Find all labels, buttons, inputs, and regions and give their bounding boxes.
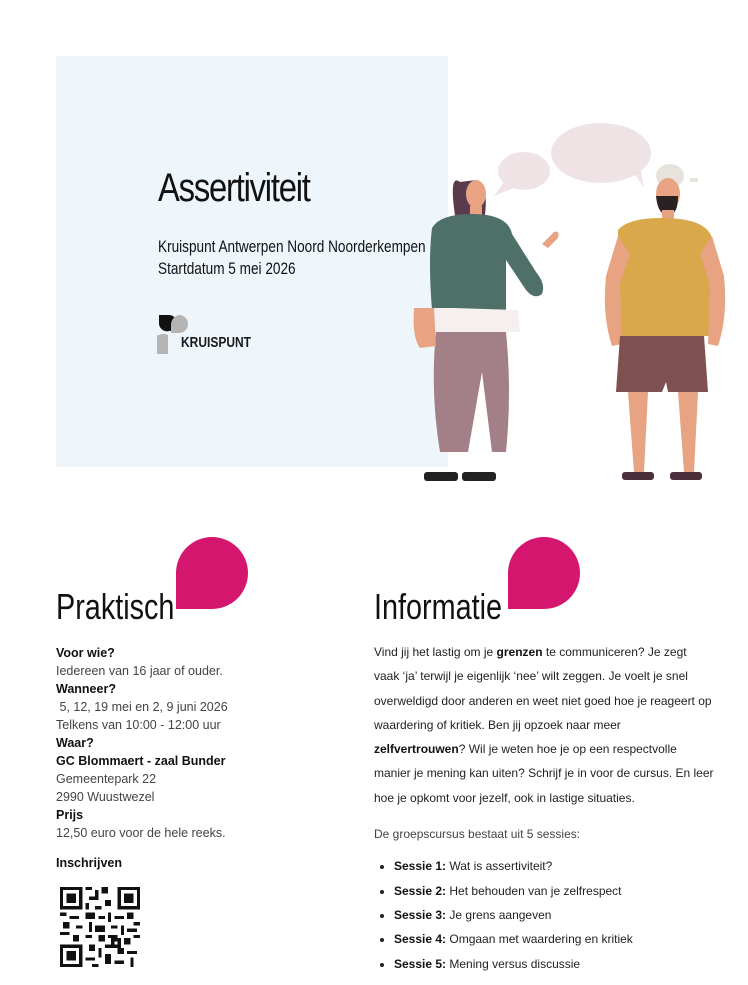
informatie-body: [374, 640, 714, 976]
when-value: 5, 12, 19 mei en 2, 9 juni 2026: [56, 700, 228, 714]
where-label: Waar?: [56, 736, 94, 750]
where-street: Gemeentepark 22: [56, 772, 157, 786]
bold-grenzen: grenzen: [496, 645, 543, 659]
register-label: Inschrijven: [56, 856, 122, 870]
info-paragraph: Vind jij het lastig om je grenzen te communiceren? Je zegt vaak ‘ja’ terwijl je eigenlijk ‘nee’ wilt zeggen. Je voelt je snel overweldigd door anderen en weet niet goed hoe je reageert op waardering of kritiek. Ben jij opzoek naar meer zelfvertrouwen? Wil je weten hoe je op een respectvolle manier je mening kan uiten? Schrijf je in voor de cursus. En leer hoe je opkomt voor jezelf, ook in lastige situaties.: [374, 645, 714, 805]
praktisch-title: Praktisch: [56, 586, 175, 627]
who-value: Iedereen van 16 jaar of ouder.: [56, 664, 223, 678]
accent-blob-icon: [176, 537, 248, 609]
sessions-intro: De groepscursus bestaat uit 5 sessies:: [374, 827, 581, 842]
who-label: Voor wie?: [56, 646, 115, 660]
logo-text: KRUISPUNT: [181, 334, 252, 351]
where-venue: GC Blommaert - zaal Bunder: [56, 754, 226, 768]
when-time: Telkens van 10:00 - 12:00 uur: [56, 718, 221, 732]
praktisch-details: [56, 644, 336, 872]
where-city: 2990 Wuustwezel: [56, 790, 155, 804]
price-value: 12,50 euro voor de hele reeks.: [56, 826, 226, 840]
conversation-illustration: [400, 118, 740, 488]
start-date-text: Startdatum 5 mei 2026: [158, 259, 296, 278]
location-text: Kruispunt Antwerpen Noord Noorderkempen: [158, 237, 426, 256]
list-item: • Sessie 2: Het behouden van je zelfrespect: [394, 879, 714, 903]
sessions-list: [374, 854, 714, 975]
accent-blob-icon: [508, 537, 580, 609]
when-label: Wanneer?: [56, 682, 116, 696]
registration-qr-code[interactable]: [60, 887, 140, 967]
page-title: Assertiviteit: [158, 166, 310, 210]
list-item: • Sessie 5: Mening versus discussie: [394, 952, 714, 976]
bold-zelfvertrouwen: zelfvertrouwen: [374, 742, 459, 757]
informatie-title: Informatie: [374, 586, 503, 627]
list-item: • Sessie 3: Je grens aangeven: [394, 903, 714, 927]
price-label: Prijs: [56, 808, 84, 822]
list-item: • Sessie 4: Omgaan met waardering en kritiek: [394, 927, 714, 951]
list-item: • Sessie 1: Wat is assertiviteit?: [394, 854, 714, 878]
